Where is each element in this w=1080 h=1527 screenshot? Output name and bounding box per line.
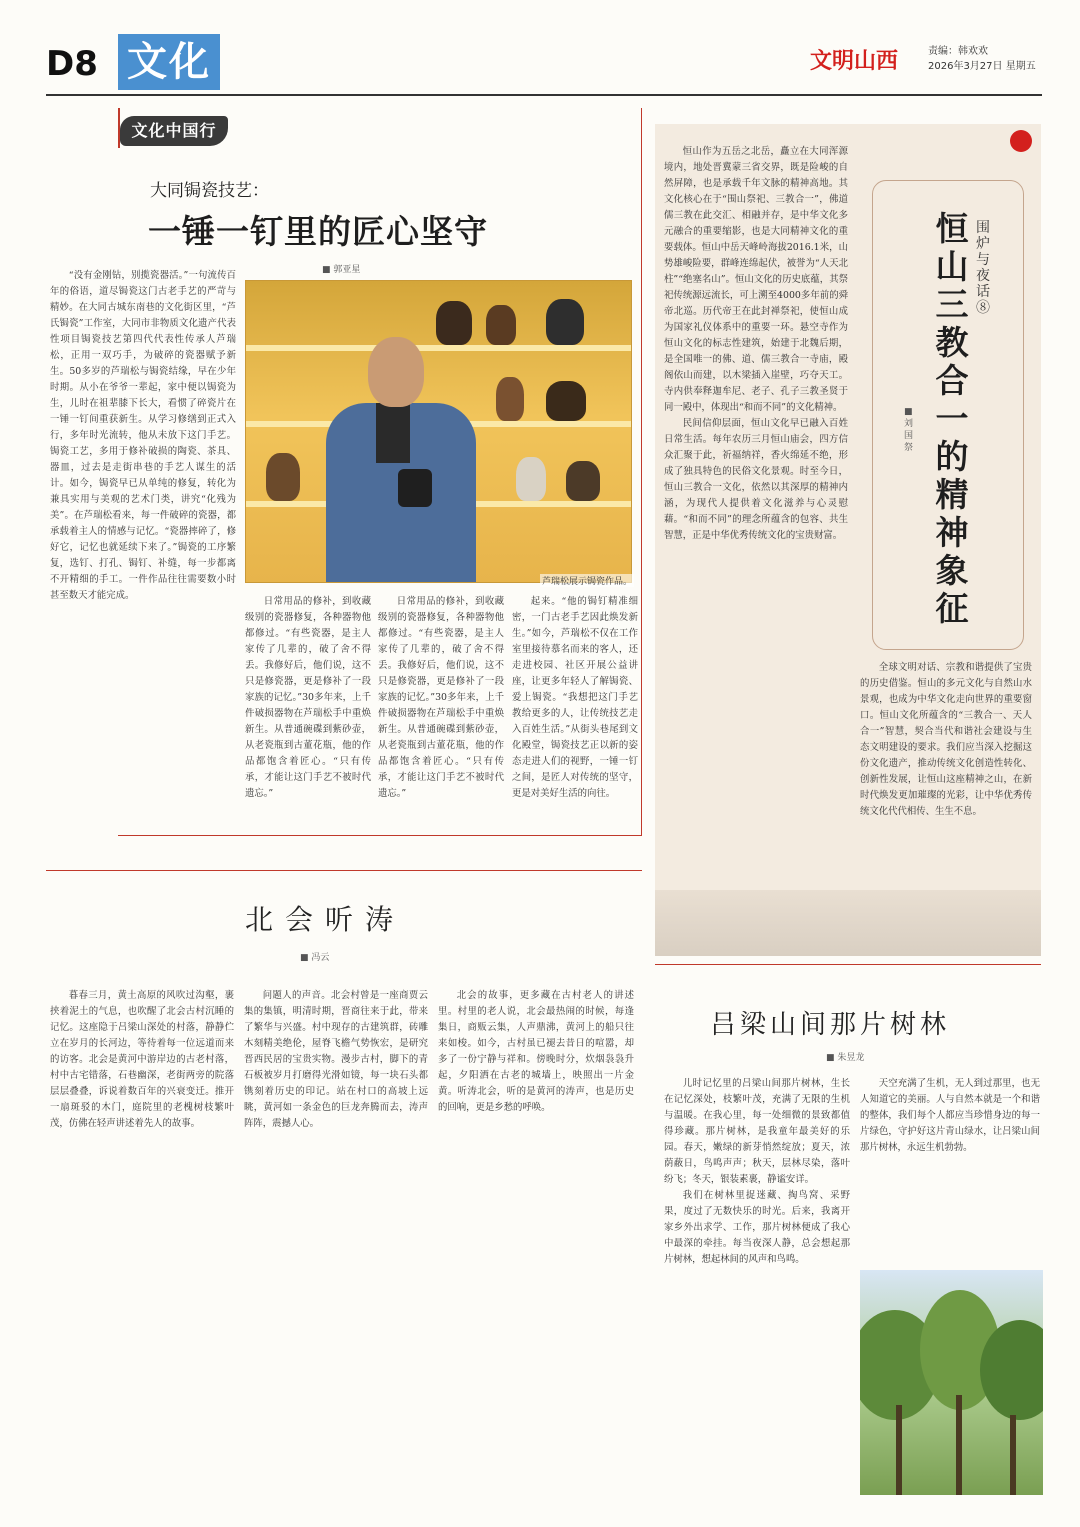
great-wall-illustration bbox=[655, 890, 1041, 956]
article3-author: 冯云 bbox=[311, 953, 330, 963]
article3-col3: 北会的故事，更多藏在古村老人的讲述里。村里的老人说，北会最热闹的时候，每逢集日，商贩云集，人声鼎沸，黄河上的船只往来如梭。如今，古村虽已褪去昔日的喧嚣，却多了一份宁静与祥和。傍晚时分，炊烟袅袅升起，夕阳洒在古老的城墙上，映照出一片金黄。听涛北会，听的是黄河的涛声，也是历史的回响，更是乡愁的呼唤。 bbox=[438, 990, 634, 1113]
article1-author: 郭亚星 bbox=[333, 265, 361, 275]
page-number: D8 bbox=[46, 44, 98, 84]
header-divider bbox=[46, 94, 1042, 96]
article4-col1: 儿时记忆里的吕梁山间那片树林，生长在记忆深处，枝繁叶茂，充满了无限的生机与温暖。在我心里，每一处细微的景致都值得珍藏。那片树林，是我童年最美好的乐园。春天，嫩绿的新芽悄然绽放；夏天，浓荫蔽日，鸟鸣声声；秋天，层林尽染，落叶纷飞；冬天，银装素裹，静谧安详。 我们在树林里捉迷藏、掏鸟窝、采野果，度过了无数快乐的时光。后来，我离开家乡外出求学、工作，那片树林便成了我心中最深的牵挂。每当夜深人静，总会想起那片树林，想起林间的风声和鸟鸣。 bbox=[664, 1078, 850, 1265]
section-divider bbox=[46, 870, 642, 871]
photo-caption: 芦瑞松展示锔瓷作品。 bbox=[540, 574, 634, 587]
article4-col2: 天空充满了生机，无人到过那里，也无人知道它的美丽。人与自然本就是一个和谐的整体，我们每个人都应当珍惜身边的每一片绿色，守护好这片青山绿水，让吕梁山间那片树林，永远生机勃勃。 bbox=[860, 1078, 1040, 1153]
article4-author: 朱昱龙 bbox=[837, 1053, 865, 1063]
article3-col2: 问题人的声音。北会村曾是一座商贾云集的集镇，明清时期，晋商往来于此，带来了繁华与兴盛。村中现存的古建筑群，砖雕木刻精美绝伦，屋脊飞檐气势恢宏，是研究晋西民居的宝贵实物。漫步古村，脚下的青石板被岁月打磨得光滑如镜，每一块石头都镌刻着历史的印记。站在村口的高坡上远眺，黄河如一条金色的巨龙奔腾而去，涛声阵阵，震撼人心。 bbox=[244, 990, 428, 1129]
article2-byline: ■刘国祭 bbox=[904, 407, 914, 453]
date-line: 2026年3月27日 星期五 bbox=[928, 61, 1036, 72]
brand-logo: 文明山西 bbox=[810, 48, 899, 74]
article4-divider bbox=[655, 964, 1041, 965]
article2-title[interactable]: 恒山 三教合一的精神象征 bbox=[935, 209, 969, 628]
forest-photo bbox=[860, 1270, 1043, 1495]
section-title: 文化 bbox=[118, 34, 220, 90]
article4-byline: ■ 朱昱龙 bbox=[826, 1053, 865, 1063]
article4-title[interactable]: 吕梁山间那片树林 bbox=[710, 1010, 951, 1040]
article1-byline: ■ 郭亚星 bbox=[322, 265, 361, 275]
article1-col4: 起来。“他的锔钉精准细密，一门古老手艺因此焕发新生。”如今，芦瑞松不仅在工作室里接待慕名而来的客人，还走进校园、社区开展公益讲座，让更多年轻人了解锔瓷、爱上锔瓷。“我想把这门手艺教给更多的人，让传统技艺走入百姓生活。”从街头巷尾到文化殿堂，锔瓷技艺正以新的姿态走进人们的视野，一锤一钉之间，是匠人对传统的坚守，更是对美好生活的向往。 bbox=[512, 596, 638, 799]
article1-col1: “没有金刚钻，别揽瓷器活。”一句流传百年的俗语，道尽锔瓷这门古老手艺的严苛与精妙。在大同古城东南巷的文化街区里，“芦氏锔瓷”工作室，大同市非物质文化遗产代表性项目锔瓷技艺第四代代表性传承人芦瑞松，正用一双巧手，为破碎的瓷器赋予新生。50多岁的芦瑞松与锔瓷结缘，早在少年时期。从小在爷爷一辈起，家中便以锔瓷为生，儿时在祖辈膝下长大，看惯了碎瓷片在一锤一钉间重获新生。从学习修缮到正式入行，多年时光流转，他从未放下这门手艺。锔瓷工艺，多用于修补破损的陶瓷、茶具、器皿，过去是走街串巷的手艺人谋生的活计。如今，锔瓷早已从单纯的修复，转化为兼具实用与美观的艺术门类，讲究“化残为美”。在芦瑞松看来，每一件破碎的瓷器，都承载着主人的情感与记忆。“瓷器摔碎了，修好它，记忆也就延续下来了。”锔瓷的工序繁复，选钉、打孔、锔钉、补缝，每一步都离不开精细的手工。一件作品往往需要数小时甚至数天才能完成。 bbox=[50, 270, 236, 601]
article1-photo bbox=[245, 280, 632, 583]
article1-col3: 日常用品的修补，到收藏级别的瓷器修复，各种器物他都修过。“有些瓷器，是主人家传了几辈的，破了舍不得丢。我修好后，他们说，这不只是修瓷器，更是修补了一段家族的记忆。”30多年来，上千件破损器物在芦瑞松手中重焕新生。从普通碗碟到紫砂壶，从老瓷瓶到古董花瓶，他的作品都饱含着匠心。“只有传承，才能让这门手艺不被时代遗忘。” bbox=[378, 596, 504, 799]
article1-col2: 日常用品的修补，到收藏级别的瓷器修复，各种器物他都修过。“有些瓷器，是主人家传了几辈的，破了舍不得丢。我修好后，他们说，这不只是修瓷器，更是修补了一段家族的记忆。”30多年来，上千件破损器物在芦瑞松手中重焕新生。从普通碗碟到紫砂壶，从老瓷瓶到古董花瓶，他的作品都饱含着匠心。“只有传承，才能让这门手艺不被时代遗忘。” bbox=[245, 596, 371, 799]
article2-col1: 恒山作为五岳之北岳，矗立在大同浑源境内，地处晋冀蒙三省交界，既是险峻的自然屏障，也是承载千年文脉的精神高地。其文化核心在于“围山祭祀、三教合一”，佛道儒三教在此交汇、相融并存，是中华文化多元融合的重要缩影，也是大同精神文化的重要载体。恒山中岳天峰岭海拔2016.1米，山势雄峻险要，群峰连绵起伏，被誉为“人天北柱”“绝塞名山”。恒山文化的历史底蕴，其祭祀传统源远流长，可上溯至4000多年前的舜帝北巡。历代帝王在此封禅祭祀，使恒山成为国家礼仪体系中的重要一环。悬空寺作为恒山文化的标志性建筑，始建于北魏后期，是全国唯一的佛、道、儒三教合一寺庙，殿阁依山而建，以木梁插入崖壁，巧夺天工。寺内供奉释迦牟尼、老子、孔子三教圣贤于同一殿中，体现出“和而不同”的文化精神。 民间信仰层面，恒山文化早已融入百姓日常生活。每年农历三月恒山庙会，四方信众汇聚于此，祈福纳祥，香火绵延不绝，形成了独具特色的民俗文化景观。时至今日，恒山三教合一文化，依然以其深厚的精神内涵，为现代人提供着文化滋养与心灵慰藉。“和而不同”的理念所蕴含的包容、共生智慧，正是中华优秀传统文化的宝贵财富。 bbox=[664, 146, 848, 541]
article2-author: 刘国祭 bbox=[904, 419, 914, 453]
editor-line: 责编：韩欢欢 bbox=[928, 46, 988, 57]
repaired-jar bbox=[398, 469, 432, 507]
article1-kicker: 大同锔瓷技艺： bbox=[150, 181, 269, 201]
column-tag: 文化中国行 bbox=[120, 116, 228, 146]
header-meta bbox=[928, 44, 1036, 74]
article2-col2: 全球文明对话、宗教和谐提供了宝贵的历史借鉴。恒山的多元文化与自然山水景观，也成为中华文化走向世界的重要窗口。恒山文化所蕴含的“三教合一、天人合一”智慧，契合当代和谐社会建设与生态文明建设的要求。我们应当深入挖掘这份文化遗产，推动传统文化创造性转化、创新性发展，让恒山这座精神之山，在新时代焕发更加璀璨的光彩，让中华优秀传统文化代代相传、生生不息。 bbox=[860, 662, 1032, 817]
sun-icon bbox=[1010, 130, 1032, 152]
article2-series: 围炉与夜话⑧ bbox=[976, 220, 990, 316]
article3-col1: 暮春三月，黄土高原的风吹过沟壑，裹挟着泥土的气息，也吹醒了北会古村沉睡的记忆。这座隐于吕梁山深处的村落，静静伫立在岁月的长河边，等待着每一位远道而来的访客。北会是黄河中游岸边的古老村落，村中古宅错落，石巷幽深，老街两旁的院落层层叠叠，诉说着数百年的兴衰变迁。推开一扇斑驳的木门，庭院里的老槐树枝繁叶茂，仿佛在轻声讲述着先人的故事。 bbox=[50, 990, 234, 1129]
article3-byline: ■ 冯云 bbox=[300, 953, 330, 963]
article3-title[interactable]: 北会听涛 bbox=[245, 903, 406, 936]
article1-title[interactable]: 一锤一钉里的匠心坚守 bbox=[148, 212, 488, 251]
